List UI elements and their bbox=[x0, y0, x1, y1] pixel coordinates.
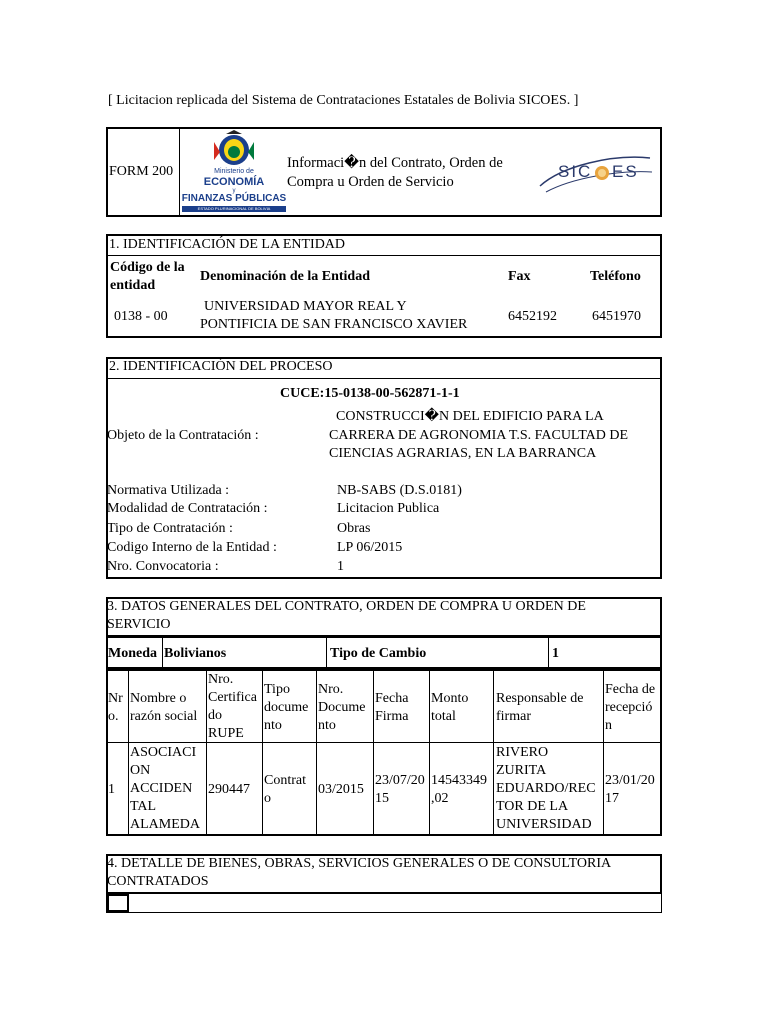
fax-header: Fax bbox=[508, 269, 531, 284]
ministry-logo: Ministerio de ECONOMÍA y FINANZAS PÚBLICAS ESTADO PLURINACIONAL DE BOLIVIA bbox=[180, 130, 288, 214]
entity-phone: 6451970 bbox=[592, 309, 641, 324]
cuce: CUCE:15-0138-00-562871-1-1 bbox=[280, 386, 460, 401]
entity-name-header: Denominación de la Entidad bbox=[200, 269, 370, 284]
section2-title: 2. IDENTIFICACIÓN DEL PROCESO bbox=[109, 359, 333, 374]
objeto-label: Objeto de la Contratación : bbox=[107, 428, 259, 443]
entity-name-line2: PONTIFICIA DE SAN FRANCISCO XAVIER bbox=[200, 317, 468, 332]
form-code: FORM 200 bbox=[109, 164, 174, 179]
entity-code: 0138 - 00 bbox=[114, 309, 168, 324]
section4-title-line2: CONTRATADOS bbox=[107, 874, 209, 889]
phone-header: Teléfono bbox=[590, 269, 641, 284]
section3-title-line1: 3. DATOS GENERALES DEL CONTRATO, ORDEN DE COMPRA U ORDEN DE bbox=[107, 599, 586, 614]
page-header: [ Licitacion replicada del Sistema de Contrataciones Estatales de Bolivia SICOES. ] bbox=[108, 93, 579, 108]
moneda-value: Bolivianos bbox=[164, 646, 227, 661]
form-title-line2: Compra u Orden de Servicio bbox=[287, 174, 454, 190]
entity-name-line1: UNIVERSIDAD MAYOR REAL Y bbox=[204, 299, 407, 314]
details-empty-row bbox=[106, 893, 662, 913]
section3-title-line2: SERVICIO bbox=[107, 617, 171, 632]
entity-fax: 6452192 bbox=[508, 309, 557, 324]
moneda-label: Moneda bbox=[108, 646, 157, 661]
sicoes-logo: SIC ES bbox=[532, 148, 656, 198]
section1-title: 1. IDENTIFICACIÓN DE LA ENTIDAD bbox=[109, 237, 346, 252]
form-title-line1: Informaci�n del Contrato, Orden de bbox=[287, 155, 503, 171]
tipo-cambio-label: Tipo de Cambio bbox=[330, 646, 427, 661]
tipo-cambio-value: 1 bbox=[552, 646, 559, 661]
details-empty-cell bbox=[107, 894, 129, 912]
section4-title-line1: 4. DETALLE DE BIENES, OBRAS, SERVICIOS GENERALES O DE CONSULTORIA bbox=[107, 856, 612, 871]
